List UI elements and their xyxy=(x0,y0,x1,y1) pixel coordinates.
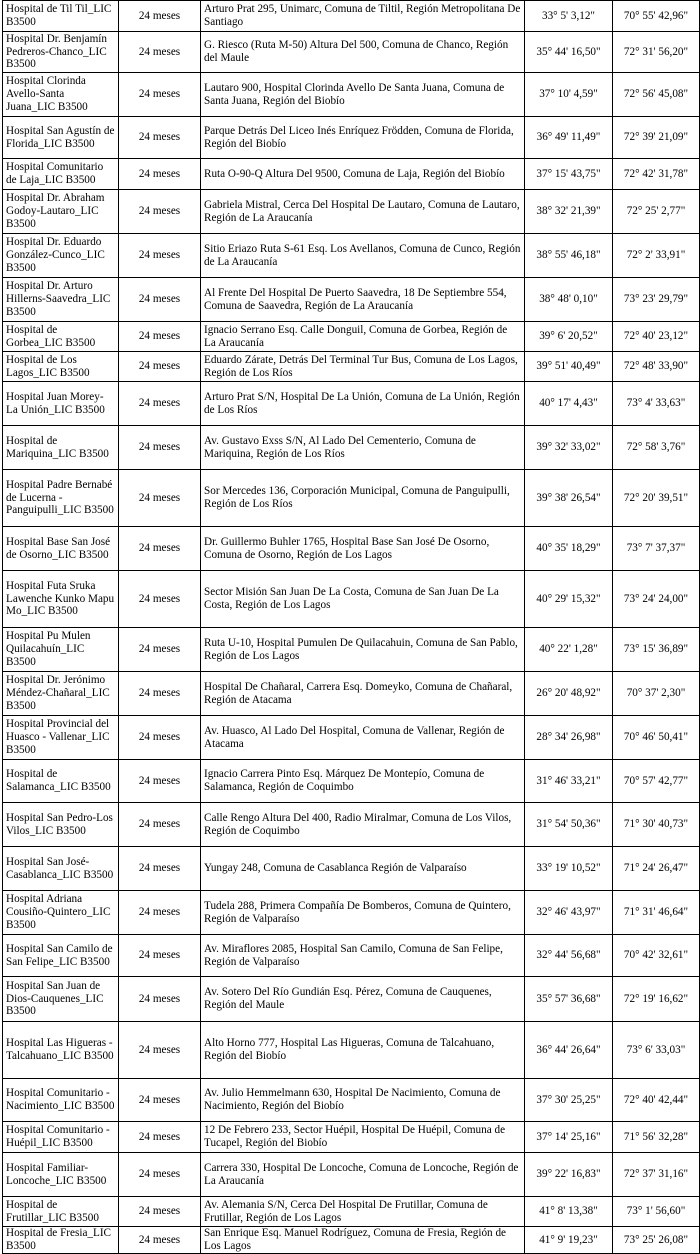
longitude-cell: 73° 25' 26,08" xyxy=(613,1227,700,1254)
longitude-cell: 73° 15' 36,89" xyxy=(613,628,700,672)
hospital-name-cell: Hospital de Los Lagos_LIC B3500 xyxy=(3,352,119,382)
longitude-cell: 72° 31' 56,20" xyxy=(613,32,700,73)
address-cell: Av. Julio Hemmelmann 630, Hospital De Nacimiento, Comuna de Nacimiento, Región del Biobío xyxy=(201,1079,525,1122)
hospital-name-cell: Hospital Clorinda Avello-Santa Juana_LIC B3500 xyxy=(3,73,119,117)
table-row xyxy=(3,672,700,716)
longitude-cell: 73° 23' 29,79" xyxy=(613,278,700,322)
latitude-cell: 38° 55' 46,18" xyxy=(525,234,613,278)
address-cell: Eduardo Zárate, Detrás Del Terminal Tur Bus, Comuna de Los Lagos, Región de Los Ríos xyxy=(201,352,525,382)
table-row xyxy=(3,1197,700,1227)
latitude-cell: 37° 30' 25,25" xyxy=(525,1079,613,1122)
duration-cell: 24 meses xyxy=(119,672,201,716)
address-cell: Ignacio Carrera Pinto Esq. Márquez De Montepío, Comuna de Salamanca, Región de Coquimbo xyxy=(201,760,525,803)
hospital-name-cell: Hospital Padre Bernabé de Lucerna - Panguipulli_LIC B3500 xyxy=(3,470,119,527)
table-row xyxy=(3,891,700,935)
latitude-cell: 31° 54' 50,36" xyxy=(525,803,613,847)
address-cell: Av. Gustavo Exss S/N, Al Lado Del Cementerio, Comuna de Mariquina, Región de Los Ríos xyxy=(201,426,525,470)
table-row xyxy=(3,159,700,190)
address-cell: San Enrique Esq. Manuel Rodríguez, Comuna de Fresia, Región de Los Lagos xyxy=(201,1227,525,1254)
hospital-name-cell: Hospital Dr. Eduardo González-Cunco_LIC B3500 xyxy=(3,234,119,278)
table-row xyxy=(3,470,700,527)
latitude-cell: 36° 49' 11,49" xyxy=(525,117,613,159)
latitude-cell: 39° 6' 20,52" xyxy=(525,322,613,352)
address-cell: 12 De Febrero 233, Sector Huépil, Hospital De Huépil, Comuna de Tucapel, Región del Biobío xyxy=(201,1122,525,1153)
duration-cell: 24 meses xyxy=(119,426,201,470)
address-cell: Sitio Eriazo Ruta S-61 Esq. Los Avellanos, Comuna de Cunco, Región de La Araucanía xyxy=(201,234,525,278)
address-cell: Al Frente Del Hospital De Puerto Saavedra, 18 De Septiembre 554, Comuna de Saavedra, Región de La Araucanía xyxy=(201,278,525,322)
table-row xyxy=(3,716,700,760)
duration-cell: 24 meses xyxy=(119,382,201,426)
table-row xyxy=(3,1,700,32)
hospital-name-cell: Hospital de Salamanca_LIC B3500 xyxy=(3,760,119,803)
duration-cell: 24 meses xyxy=(119,891,201,935)
longitude-cell: 73° 4' 33,63" xyxy=(613,382,700,426)
hospital-name-cell: Hospital Comunitario -Huépil_LIC B3500 xyxy=(3,1122,119,1153)
address-cell: Calle Rengo Altura Del 400, Radio Miralmar, Comuna de Los Vilos, Región de Coquimbo xyxy=(201,803,525,847)
longitude-cell: 72° 40' 42,44" xyxy=(613,1079,700,1122)
latitude-cell: 37° 14' 25,16" xyxy=(525,1122,613,1153)
latitude-cell: 35° 57' 36,68" xyxy=(525,977,613,1022)
duration-cell: 24 meses xyxy=(119,32,201,73)
table-row xyxy=(3,1079,700,1122)
latitude-cell: 39° 32' 33,02" xyxy=(525,426,613,470)
latitude-cell: 37° 15' 43,75" xyxy=(525,159,613,190)
latitude-cell: 41° 8' 13,38" xyxy=(525,1197,613,1227)
longitude-cell: 72° 20' 39,51" xyxy=(613,470,700,527)
table-row xyxy=(3,1227,700,1254)
duration-cell: 24 meses xyxy=(119,278,201,322)
longitude-cell: 70° 57' 42,77" xyxy=(613,760,700,803)
latitude-cell: 39° 51' 40,49" xyxy=(525,352,613,382)
table-row xyxy=(3,278,700,322)
hospital-name-cell: Hospital de Fresia_LIC B3500 xyxy=(3,1227,119,1254)
table-row xyxy=(3,190,700,234)
duration-cell: 24 meses xyxy=(119,803,201,847)
hospital-name-cell: Hospital Pu Mulen Quilacahuín_LIC B3500 xyxy=(3,628,119,672)
table-row xyxy=(3,426,700,470)
longitude-cell: 72° 37' 31,16" xyxy=(613,1153,700,1197)
address-cell: Gabriela Mistral, Cerca Del Hospital De Lautaro, Comuna de Lautaro, Región de La Araucanía xyxy=(201,190,525,234)
latitude-cell: 35° 44' 16,50" xyxy=(525,32,613,73)
longitude-cell: 73° 1' 56,60" xyxy=(613,1197,700,1227)
address-cell: Ignacio Serrano Esq. Calle Donguil, Comuna de Gorbea, Región de La Araucanía xyxy=(201,322,525,352)
hospital-name-cell: Hospital Familiar-Loncoche_LIC B3500 xyxy=(3,1153,119,1197)
address-cell: Hospital De Chañaral, Carrera Esq. Domeyko, Comuna de Chañaral, Región de Atacama xyxy=(201,672,525,716)
longitude-cell: 71° 56' 32,28" xyxy=(613,1122,700,1153)
address-cell: Arturo Prat S/N, Hospital De La Unión, Comuna de La Unión, Región de Los Ríos xyxy=(201,382,525,426)
latitude-cell: 40° 17' 4,43" xyxy=(525,382,613,426)
hospital-name-cell: Hospital San Juan de Dios-Cauquenes_LIC B3500 xyxy=(3,977,119,1022)
hospital-name-cell: Hospital Provincial del Huasco - Vallenar_LIC B3500 xyxy=(3,716,119,760)
latitude-cell: 32° 46' 43,97" xyxy=(525,891,613,935)
longitude-cell: 73° 7' 37,37" xyxy=(613,527,700,571)
hospital-name-cell: Hospital de Mariquina_LIC B3500 xyxy=(3,426,119,470)
duration-cell: 24 meses xyxy=(119,716,201,760)
latitude-cell: 33° 19' 10,52" xyxy=(525,847,613,891)
table-row xyxy=(3,32,700,73)
latitude-cell: 31° 46' 33,21" xyxy=(525,760,613,803)
hospital-name-cell: Hospital San Pedro-Los Vilos_LIC B3500 xyxy=(3,803,119,847)
address-cell: Sor Mercedes 136, Corporación Municipal, Comuna de Panguipulli, Región de Los Ríos xyxy=(201,470,525,527)
table-row xyxy=(3,628,700,672)
latitude-cell: 36° 44' 26,64" xyxy=(525,1022,613,1079)
address-cell: Carrera 330, Hospital De Loncoche, Comuna de Loncoche, Región de La Araucanía xyxy=(201,1153,525,1197)
table-row xyxy=(3,1153,700,1197)
longitude-cell: 70° 46' 50,41" xyxy=(613,716,700,760)
longitude-cell: 72° 58' 3,76" xyxy=(613,426,700,470)
address-cell: Lautaro 900, Hospital Clorinda Avello De Santa Juana, Comuna de Santa Juana, Región del Biobío xyxy=(201,73,525,117)
duration-cell: 24 meses xyxy=(119,73,201,117)
longitude-cell: 72° 19' 16,62" xyxy=(613,977,700,1022)
longitude-cell: 72° 56' 45,08" xyxy=(613,73,700,117)
duration-cell: 24 meses xyxy=(119,1,201,32)
duration-cell: 24 meses xyxy=(119,1079,201,1122)
duration-cell: 24 meses xyxy=(119,159,201,190)
table-row xyxy=(3,382,700,426)
latitude-cell: 40° 35' 18,29" xyxy=(525,527,613,571)
duration-cell: 24 meses xyxy=(119,571,201,628)
hospital-name-cell: Hospital Dr. Benjamín Pedreros-Chanco_LIC B3500 xyxy=(3,32,119,73)
table-row xyxy=(3,527,700,571)
hospital-name-cell: Hospital Adriana Cousiño-Quintero_LIC B3500 xyxy=(3,891,119,935)
latitude-cell: 41° 9' 19,23" xyxy=(525,1227,613,1254)
hospital-name-cell: Hospital San Camilo de San Felipe_LIC B3500 xyxy=(3,935,119,977)
hospital-name-cell: Hospital Comunitario de Laja_LIC B3500 xyxy=(3,159,119,190)
longitude-cell: 72° 42' 31,78" xyxy=(613,159,700,190)
hospital-name-cell: Hospital San José-Casablanca_LIC B3500 xyxy=(3,847,119,891)
hospital-name-cell: Hospital de Til Til_LIC B3500 xyxy=(3,1,119,32)
table-row xyxy=(3,322,700,352)
latitude-cell: 32° 44' 56,68" xyxy=(525,935,613,977)
table-row xyxy=(3,977,700,1022)
address-cell: Alto Horno 777, Hospital Las Higueras, Comuna de Talcahuano, Región del Biobío xyxy=(201,1022,525,1079)
duration-cell: 24 meses xyxy=(119,628,201,672)
table-row xyxy=(3,1022,700,1079)
table-row xyxy=(3,847,700,891)
duration-cell: 24 meses xyxy=(119,1022,201,1079)
duration-cell: 24 meses xyxy=(119,1153,201,1197)
latitude-cell: 37° 10' 4,59" xyxy=(525,73,613,117)
longitude-cell: 72° 40' 23,12" xyxy=(613,322,700,352)
longitude-cell: 71° 31' 46,64" xyxy=(613,891,700,935)
address-cell: Av. Huasco, Al Lado Del Hospital, Comuna de Vallenar, Región de Atacama xyxy=(201,716,525,760)
longitude-cell: 72° 25' 2,77" xyxy=(613,190,700,234)
longitude-cell: 73° 24' 24,00" xyxy=(613,571,700,628)
duration-cell: 24 meses xyxy=(119,117,201,159)
hospital-name-cell: Hospital Dr. Jerónimo Méndez-Chañaral_LIC B3500 xyxy=(3,672,119,716)
table-row xyxy=(3,571,700,628)
table-row xyxy=(3,73,700,117)
longitude-cell: 73° 6' 33,03" xyxy=(613,1022,700,1079)
table-row xyxy=(3,1122,700,1153)
hospital-name-cell: Hospital Dr. Arturo Hillerns-Saavedra_LIC B3500 xyxy=(3,278,119,322)
table-row xyxy=(3,234,700,278)
address-cell: Ruta O-90-Q Altura Del 9500, Comuna de Laja, Región del Biobío xyxy=(201,159,525,190)
latitude-cell: 26° 20' 48,92" xyxy=(525,672,613,716)
address-cell: Parque Detrás Del Liceo Inés Enríquez Frödden, Comuna de Florida, Región del Biobío xyxy=(201,117,525,159)
latitude-cell: 38° 48' 0,10" xyxy=(525,278,613,322)
hospital-name-cell: Hospital Comunitario - Nacimiento_LIC B3500 xyxy=(3,1079,119,1122)
table-row xyxy=(3,352,700,382)
address-cell: Dr. Guillermo Buhler 1765, Hospital Base San José De Osorno, Comuna de Osorno, Región de Los Lagos xyxy=(201,527,525,571)
duration-cell: 24 meses xyxy=(119,1122,201,1153)
hospital-name-cell: Hospital de Gorbea_LIC B3500 xyxy=(3,322,119,352)
hospital-name-cell: Hospital Las Higueras - Talcahuano_LIC B3500 xyxy=(3,1022,119,1079)
table-row xyxy=(3,117,700,159)
hospital-name-cell: Hospital Base San José de Osorno_LIC B3500 xyxy=(3,527,119,571)
duration-cell: 24 meses xyxy=(119,352,201,382)
address-cell: Yungay 248, Comuna de Casablanca Región de Valparaíso xyxy=(201,847,525,891)
address-cell: Sector Misión San Juan De La Costa, Comuna de San Juan De La Costa, Región de Los Lagos xyxy=(201,571,525,628)
duration-cell: 24 meses xyxy=(119,760,201,803)
duration-cell: 24 meses xyxy=(119,1227,201,1254)
longitude-cell: 71° 24' 26,47" xyxy=(613,847,700,891)
duration-cell: 24 meses xyxy=(119,977,201,1022)
address-cell: G. Riesco (Ruta M-50) Altura Del 500, Comuna de Chanco, Región del Maule xyxy=(201,32,525,73)
address-cell: Tudela 288, Primera Compañía De Bomberos, Comuna de Quintero, Región de Valparaíso xyxy=(201,891,525,935)
latitude-cell: 39° 22' 16,83" xyxy=(525,1153,613,1197)
hospital-name-cell: Hospital de Frutillar_LIC B3500 xyxy=(3,1197,119,1227)
address-cell: Av. Sotero Del Río Gundián Esq. Pérez, Comuna de Cauquenes, Región del Maule xyxy=(201,977,525,1022)
longitude-cell: 70° 37' 2,30" xyxy=(613,672,700,716)
hospital-name-cell: Hospital San Agustín de Florida_LIC B3500 xyxy=(3,117,119,159)
longitude-cell: 72° 2' 33,91" xyxy=(613,234,700,278)
latitude-cell: 28° 34' 26,98" xyxy=(525,716,613,760)
address-cell: Ruta U-10, Hospital Pumulen De Quilacahuin, Comuna de San Pablo, Región de Los Lagos xyxy=(201,628,525,672)
latitude-cell: 38° 32' 21,39" xyxy=(525,190,613,234)
table-body xyxy=(3,1,700,1254)
address-cell: Av. Alemania S/N, Cerca Del Hospital De Frutillar, Comuna de Frutillar, Región de Los Lagos xyxy=(201,1197,525,1227)
address-cell: Av. Miraflores 2085, Hospital San Camilo, Comuna de San Felipe, Región de Valparaíso xyxy=(201,935,525,977)
latitude-cell: 39° 38' 26,54" xyxy=(525,470,613,527)
table-row xyxy=(3,935,700,977)
duration-cell: 24 meses xyxy=(119,322,201,352)
duration-cell: 24 meses xyxy=(119,470,201,527)
hospital-name-cell: Hospital Futa Sruka Lawenche Kunko Mapu Mo_LIC B3500 xyxy=(3,571,119,628)
hospital-name-cell: Hospital Juan Morey-La Unión_LIC B3500 xyxy=(3,382,119,426)
hospital-table xyxy=(2,0,700,1254)
address-cell: Arturo Prat 295, Unimarc, Comuna de Tiltil, Región Metropolitana De Santiago xyxy=(201,1,525,32)
longitude-cell: 72° 48' 33,90" xyxy=(613,352,700,382)
duration-cell: 24 meses xyxy=(119,190,201,234)
longitude-cell: 70° 55' 42,96" xyxy=(613,1,700,32)
latitude-cell: 40° 29' 15,32" xyxy=(525,571,613,628)
duration-cell: 24 meses xyxy=(119,234,201,278)
hospital-name-cell: Hospital Dr. Abraham Godoy-Lautaro_LIC B3500 xyxy=(3,190,119,234)
latitude-cell: 33° 5' 3,12" xyxy=(525,1,613,32)
table-row xyxy=(3,803,700,847)
duration-cell: 24 meses xyxy=(119,527,201,571)
duration-cell: 24 meses xyxy=(119,1197,201,1227)
longitude-cell: 70° 42' 32,61" xyxy=(613,935,700,977)
latitude-cell: 40° 22' 1,28" xyxy=(525,628,613,672)
longitude-cell: 72° 39' 21,09" xyxy=(613,117,700,159)
table-row xyxy=(3,760,700,803)
duration-cell: 24 meses xyxy=(119,847,201,891)
duration-cell: 24 meses xyxy=(119,935,201,977)
longitude-cell: 71° 30' 40,73" xyxy=(613,803,700,847)
